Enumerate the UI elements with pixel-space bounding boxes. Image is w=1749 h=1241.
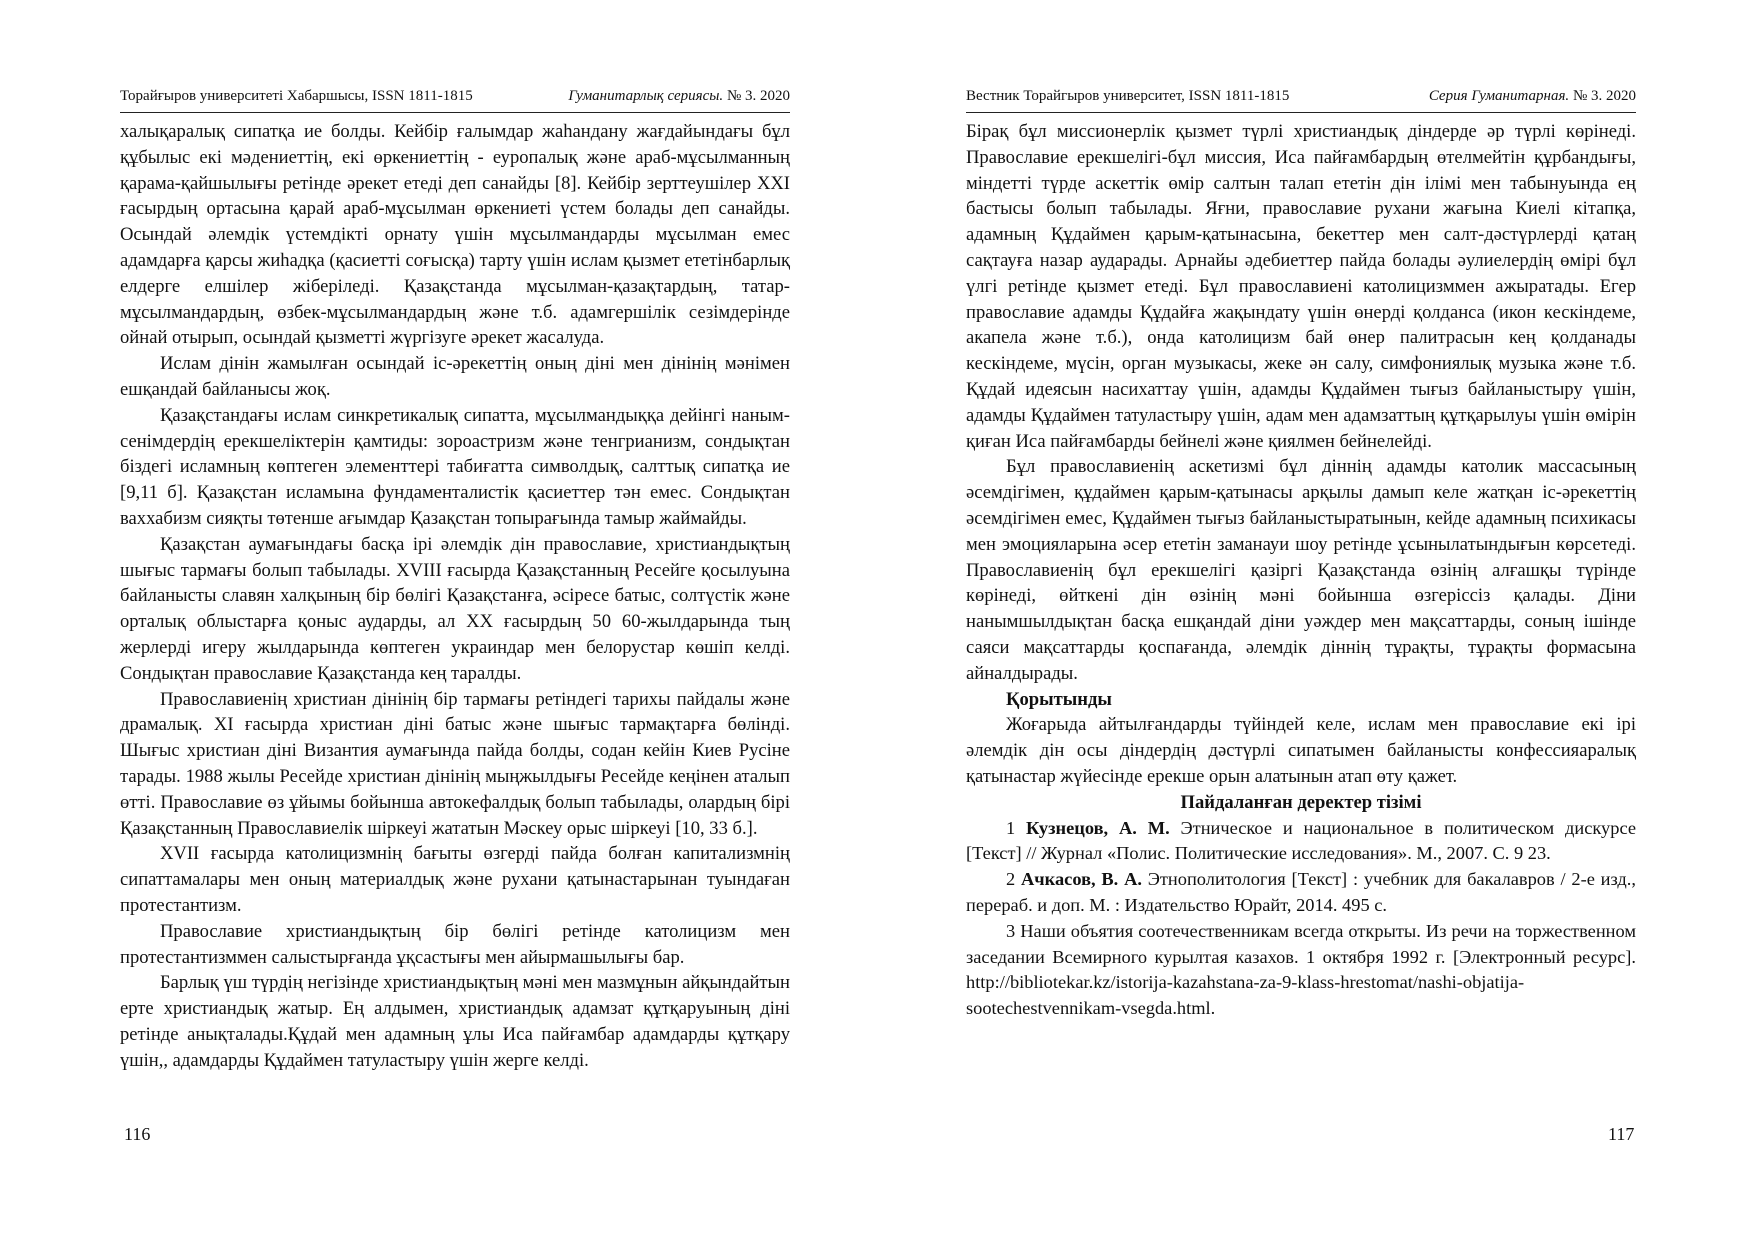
- running-header: [966, 88, 1636, 113]
- reference-item: 1 Кузнецов, А. М. Этническое и национальное в политическом дискурсе [Текст] // Журнал «Полис. Политические исследования». М., 2007. С. 9 23.: [966, 817, 1636, 864]
- page-number: 116: [124, 1124, 151, 1144]
- paragraph: Православиенің христиан дінінің бір тармағы ретіндегі тарихы пайдалы және драмалық. XI ғасырда христиан діні батыс және шығыс тармақтарға бөлінді. Шығыс христиан діні Византия аумағында пайда болды, содан кейін Киев Русіне тарады. 1988 жылы Ресейде христиан дінінің мыңжылдығы Ресейде кеңінен аталып өтті. Православие өз ұйымы бойынша автокефалдық болып табылады, олардың бірі Қазақстанның Православиелік шіркеуі жататын Мәскеу орыс шіркеуі [10, 33 б.].: [120, 688, 790, 839]
- references-title: Пайдаланған деректер тізімі: [1180, 791, 1422, 813]
- paragraph: Қазақстан аумағындағы басқа ірі әлемдік дін православие, христиандықтың шығыс тармағы болып табылады. XVIII ғасырда Қазақстанның Ресейге қосылуына байланысты славян халқының бір бөлігі Қазақстанға, әсіресе батыс, солтүстік және орталық облыстарға қоныс аударды, ал XX ғасырдың 50 60-жылдарында тың жерлерді игеру жылдарында көптеген украиндар мен белорустар көшіп келді. Сондықтан православие Қазақстанда кең таралды.: [120, 533, 790, 684]
- paragraph: халықаралық сипатқа ие болды. Кейбір ғалымдар жаһандану жағдайындағы бұл құбылыс екі мәдениеттің, екі өркениеттің - еуропалық және араб-мұсылманның қарама-қайшылығы ретінде әрекет етеді деп санайды [8]. Кейбір зерттеушілер XXI ғасырдың ортасына қарай араб-мұсылман өркениеті үстем болады деп санайды. Осындай әлемдік үстемдікті орнату үшін мұсылмандарды мұсылман емес адамдарға қарсы жиһадқа (қасиетті соғысқа) тарту үшін ислам қызмет ететінбарлық елдерге елшілер жіберіледі. Қазақстанда мұсылман-қазақтардың, татар-мұсылмандардың, өзбек-мұсылмандардың және т.б. адамгершілік сезімдерінде ойнай отырып, осындай қызметті жүргізуге әрекет жасалуда.: [120, 121, 790, 349]
- paragraph: Бұл православиенің аскетизмі бұл діннің адамды католик массасының әсемдігімен, құдаймен қарым-қатынасы арқылы дамып келе жатқан іс-әрекеттің әсемдігімен емес, Құдаймен тығыз байланыстыратынын, кейде адамның психикасы мен эмоцияларына әсер ететін заманауи шоу ретінде ұсынылатындығын көрсетеді. Православиенің бұл ерекшелігі қазіргі Қазақстанда өзінің алғашқы түрінде көрінеді, өйткені дін өзінің мәні бойынша өзгеріссіз қалады. Діни нанымшылдықтан басқа ешқандай діни уәждер мен мақсаттарды, соның ішінде саяси мақсаттарды қоспағанда, әлемдік діннің тұрақты, тұрақты формасына айналдырады.: [966, 456, 1636, 684]
- journal-title: Вестник Торайгыров университет, ISSN 1811-1815: [966, 88, 1290, 104]
- journal-title: Торайғыров университеті Хабаршысы, ISSN 1811-1815: [120, 88, 473, 104]
- body-text: [966, 119, 1636, 1022]
- reference-item: 3 Наши объятия соотечественникам всегда открыты. Из речи на торжественном заседании Всемирного курылтая казахов. 1 октября 1992 г. [Электронный ресурс]. http://bibliotekar.kz/istorija-kazahstana-za-9-klass-hrestomat/nashi-objatija-sootechestvennikam-vsegda.html.: [966, 920, 1636, 1019]
- issue-number: № 3. 2020: [1569, 88, 1636, 104]
- paragraph: Барлық үш түрдің негізінде христиандықтың мәні мен мазмұнын айқындайтын ерте христиандық жатыр. Ең алдымен, христиандық адамзат құтқаруының діні ретінде анықталады.Құдай мен адамның ұлы Иса пайғамбар адамдарды құтқару үшін,, адамдарды Құдаймен татуластыру үшін жерге келді.: [120, 972, 790, 1071]
- running-header: [120, 88, 790, 113]
- reference-author: Кузнецов, А. М.: [1026, 817, 1170, 838]
- left-page: [120, 88, 790, 1073]
- paragraph: Православие христиандықтың бір бөлігі ретінде католицизм мен протестантизммен салыстырғанда ұқсастығы мен айырмашылығы бар.: [120, 920, 790, 968]
- paragraph: Ислам дінін жамылған осындай іс-әрекеттің оның діні мен дінінің мәнімен ешқандай байланысы жоқ.: [120, 353, 790, 400]
- conclusion-heading: Қорытынды: [1006, 688, 1112, 710]
- paragraph: XVII ғасырда католицизмнің бағыты өзгерді пайда болған капитализмнің сипаттамалары мен оның материалдық және рухани қатынастарынан туындаған протестантизм.: [120, 843, 790, 916]
- paragraph: Қазақстандағы ислам синкретикалық сипатта, мұсылмандыққа дейінгі наным-сенімдердің ерекшеліктерін қамтиды: зороастризм және тенгрианизм, сондықтан біздегі исламның көптеген элементтері табиғатта символдық, салттық сипатқа ие [9,11 б]. Қазақстан исламына фундаменталистік қасиеттер тән емес. Сондықтан ваххабизм сияқты төтенше ағымдар Қазақстан топырағында тамыр жаймайды.: [120, 404, 790, 529]
- reference-author: Ачкасов, В. А.: [1021, 869, 1142, 890]
- series-name: Гуманитарлық сериясы.: [568, 88, 724, 104]
- reference-item: 2 Ачкасов, В. А. Этнополитология [Текст] : учебник для бакалавров / 2-е изд., перераб. и доп. М. : Издательство Юрайт, 2014. 495 с.: [966, 869, 1636, 915]
- body-text: [120, 119, 790, 1073]
- issue-number: № 3. 2020: [723, 88, 790, 104]
- right-page: [966, 88, 1636, 1022]
- series-info: [1429, 88, 1636, 105]
- series-info: [568, 88, 790, 105]
- conclusion-paragraph: Жоғарыда айтылғандарды түйіндей келе, ислам мен православие екі ірі әлемдік дін осы діндердің дәстүрлі сипатымен байланысты конфессияаралық қатынастар жүйесінде ерекше орын алатынын атап өту қажет.: [966, 714, 1636, 787]
- paragraph: Бірақ бұл миссионерлік қызмет түрлі христиандық діндерде әр түрлі көрінеді. Православие ерекшелігі-бұл миссия, Иса пайғамбардың өтелмейтін құрбандығы, міндетті түрде аскеттік өмір салтын талап ететін дін ілімі мен табынуында ең бастысы болып табылады. Яғни, православие рухани жағына Киелі кітапқа, адамның Құдаймен қарым-қатынасына, бекеттер мен салт-дәстүрлерді қатаң сақтауға назар аударады. Арнайы әдебиеттер пайда болады әулиелердің өмірі бұл үлгі ретінде қызмет етеді. Бұл православиені католицизммен ажыратады. Егер православие адамды Құдайға жақындату үшін өнерді қолданса (икон кескіндеме, акапела және т.б.), онда католицизм бай өнер палитрасын кең қолданады кескіндеме, мүсін, орган музыкасы, жеке ән салу, симфониялық музыка және т.б. Құдай идеясын насихаттау үшін, адамды Құдаймен тығыз байланыстыру үшін, адамды Құдаймен татуластыру үшін, адам мен адамзаттың құтқарылуы үшін өмірін қиған Иса пайғамбарды бейнелі және қиялмен бейнелейді.: [966, 121, 1636, 452]
- page-number: 117: [1608, 1124, 1635, 1144]
- series-name: Серия Гуманитарная.: [1428, 88, 1570, 104]
